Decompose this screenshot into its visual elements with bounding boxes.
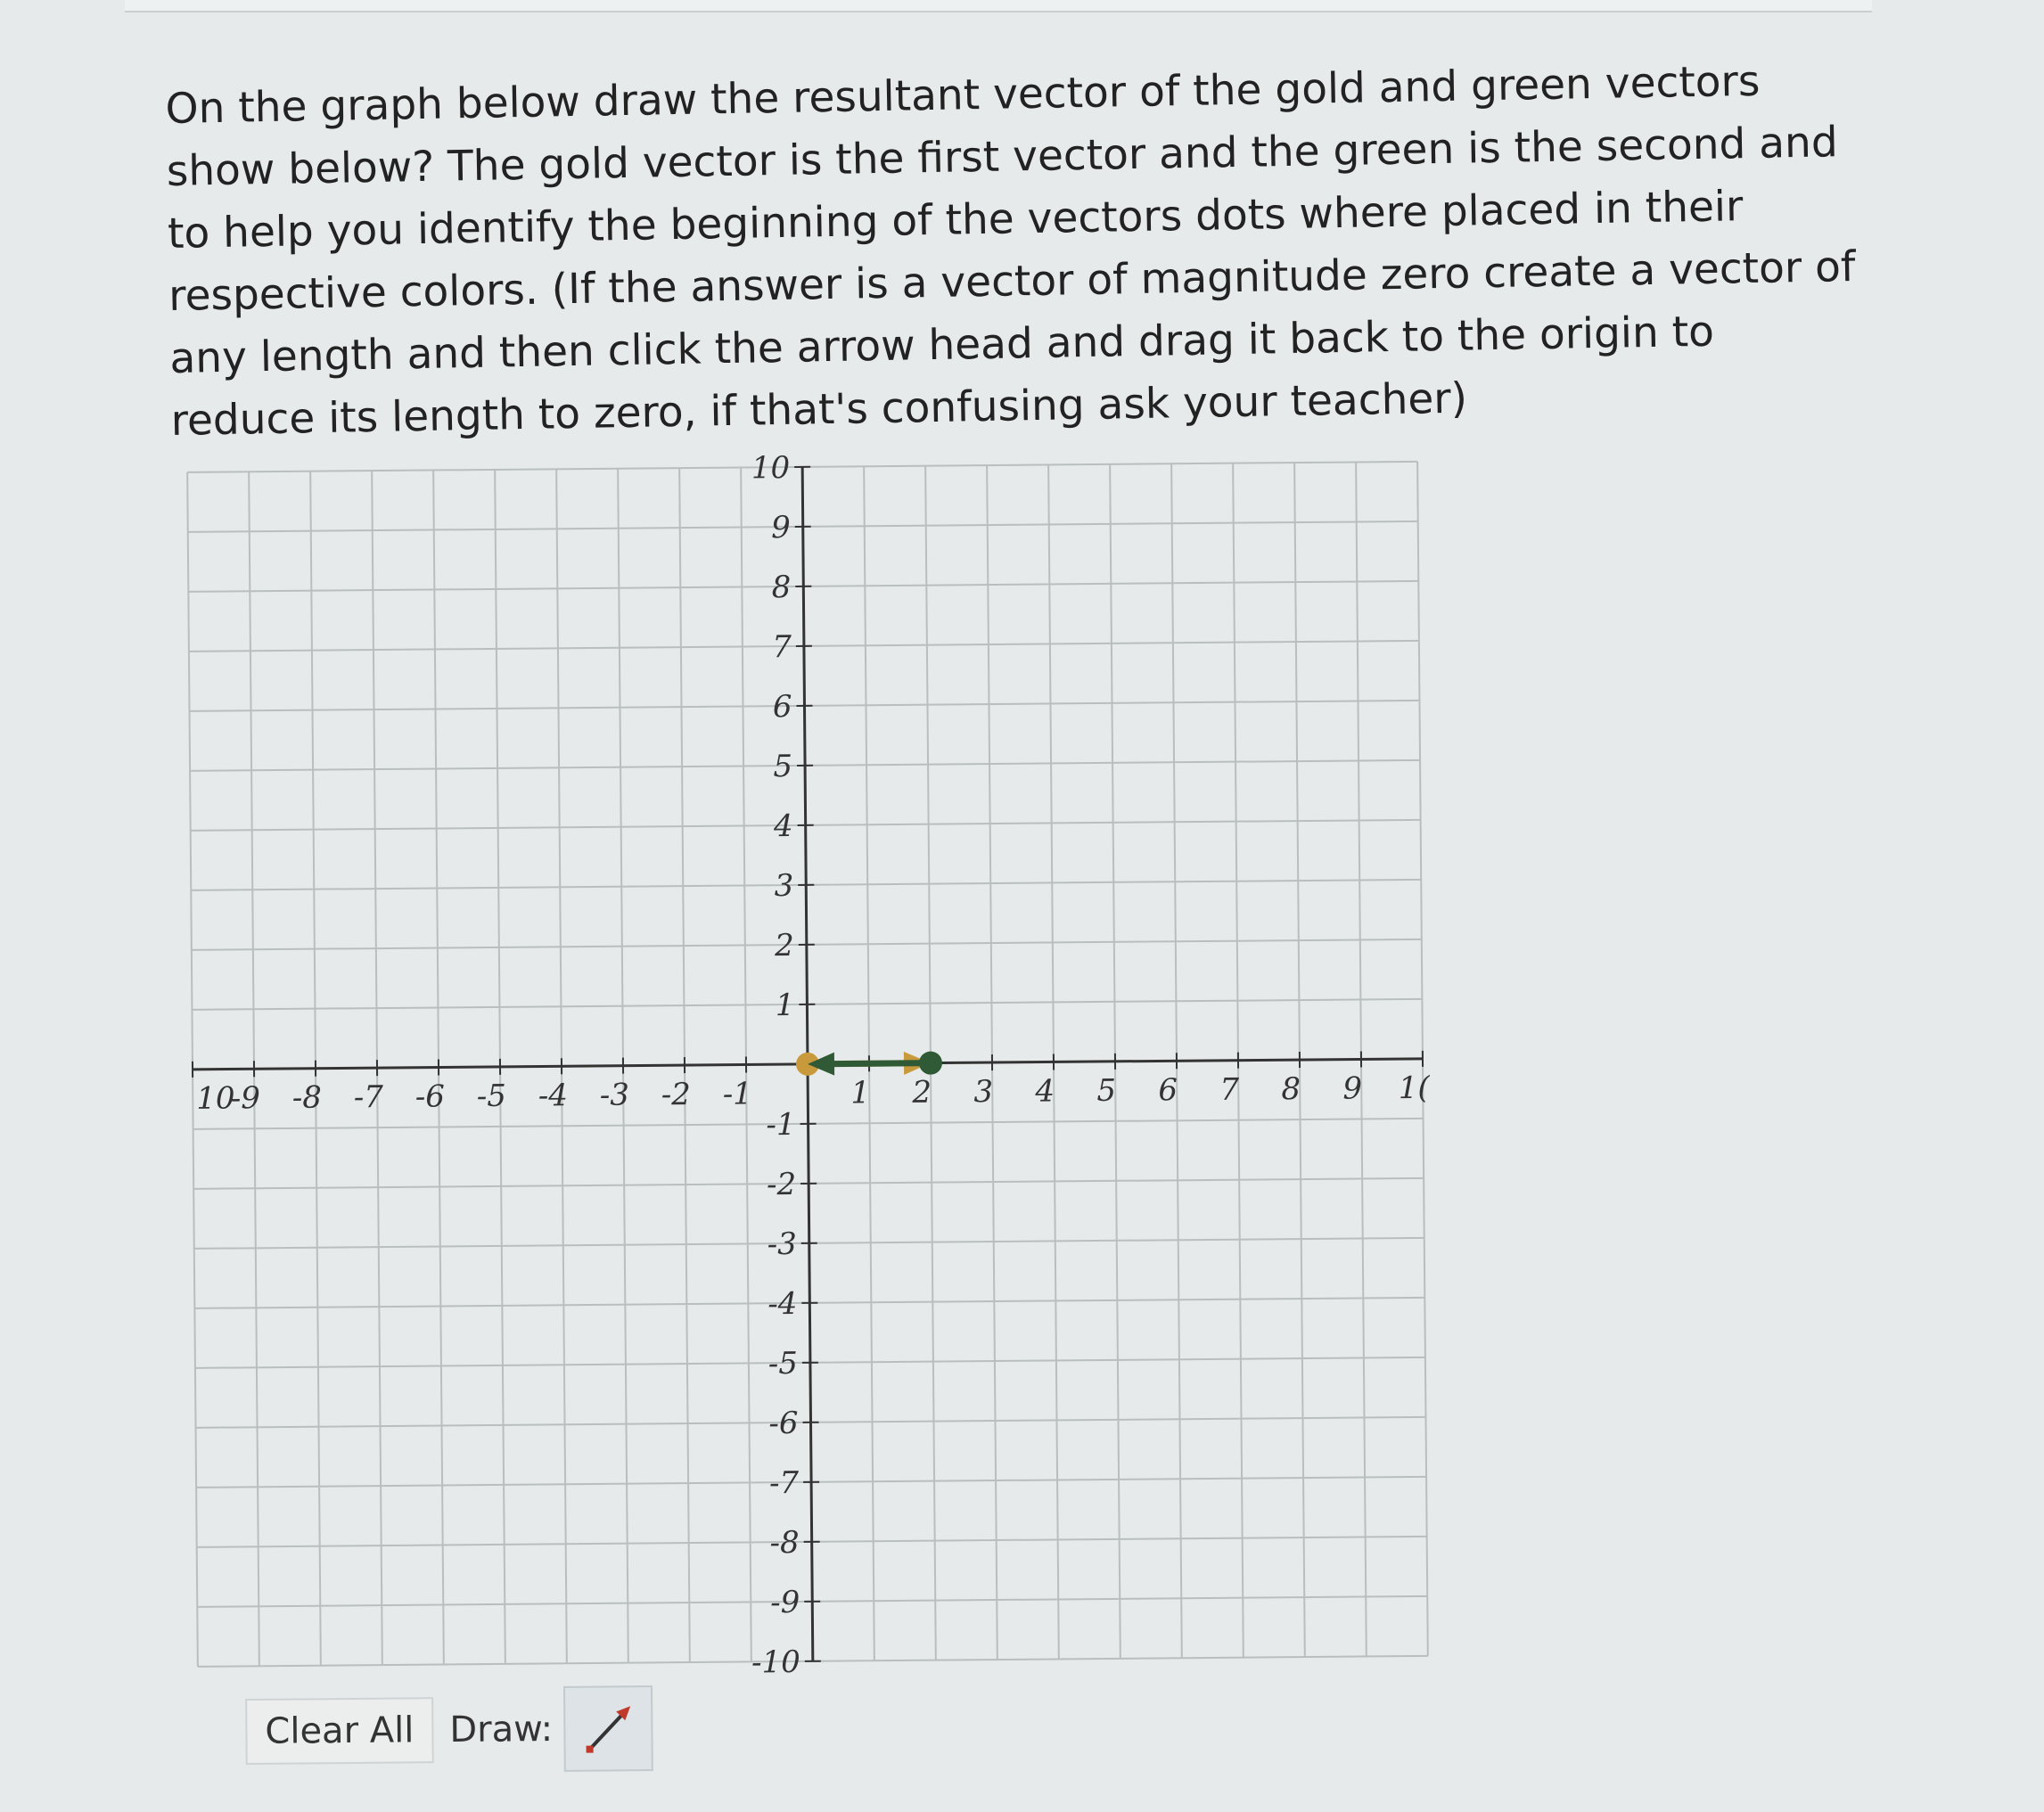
x-tick-label: -4 [538, 1078, 569, 1114]
x-tick-label: 6 [1158, 1072, 1178, 1109]
x-tick-label: -2 [661, 1077, 692, 1113]
y-tick-label: -5 [768, 1345, 799, 1382]
y-tick-label: 6 [772, 689, 792, 726]
x-tick-label: 4 [1035, 1073, 1055, 1110]
y-tick-label: -7 [768, 1464, 800, 1502]
x-tick-label: 1 [850, 1075, 871, 1111]
x-tick-label: 2 [912, 1074, 932, 1111]
x-tick-label: 5 [1096, 1072, 1117, 1110]
x-tick-label: 10 [196, 1080, 235, 1117]
x-tick-label: 7 [1219, 1071, 1240, 1108]
y-tick-label: -8 [769, 1524, 800, 1562]
x-tick-label: -9 [230, 1080, 261, 1117]
green-vector-start-dot[interactable] [919, 1052, 942, 1075]
y-tick-label: -9 [769, 1584, 800, 1621]
x-tick-labels [196, 1070, 1430, 1117]
graph[interactable] [178, 444, 1437, 1685]
vector-tool-button[interactable] [563, 1685, 653, 1772]
x-tick-label: -8 [291, 1079, 323, 1116]
y-tick-label: 1 [775, 987, 795, 1024]
y-tick-label: 4 [773, 808, 793, 845]
y-tick-label: 8 [771, 570, 792, 606]
x-tick-label: 1( [1398, 1070, 1430, 1107]
y-tick-label: 7 [772, 629, 792, 666]
draw-label: Draw: [449, 1708, 554, 1751]
y-tick-label: -3 [767, 1226, 797, 1263]
y-tick-label: 2 [775, 927, 795, 964]
clear-all-button[interactable]: Clear All [245, 1697, 434, 1765]
y-tick-label: 5 [773, 749, 793, 785]
y-tick-label: -10 [751, 1644, 801, 1681]
graph-controls [245, 1685, 653, 1775]
green-vector-line[interactable] [834, 1063, 931, 1064]
x-tick-label: -3 [599, 1077, 630, 1113]
y-tick-label: 10 [751, 450, 791, 487]
x-tick-label: -6 [415, 1078, 446, 1115]
y-tick-label: -1 [766, 1106, 796, 1144]
x-tick-label: 9 [1342, 1070, 1363, 1107]
x-tick-label: -5 [476, 1078, 507, 1115]
y-tick-label: -6 [768, 1405, 799, 1442]
y-tick-label: -4 [768, 1285, 798, 1323]
vector-arrow-icon [577, 1697, 640, 1760]
x-tick-label: -1 [722, 1076, 753, 1112]
x-tick-label: -7 [353, 1079, 384, 1116]
y-tick-label: 3 [774, 867, 794, 905]
x-tick-label: 8 [1281, 1071, 1301, 1108]
y-tick-label: 9 [770, 510, 791, 546]
y-tick-label: -2 [766, 1166, 797, 1203]
page-top-edge [125, 0, 1872, 12]
x-tick-label: 3 [973, 1074, 994, 1111]
question-text: On the graph below draw the resultant vector of the gold and green vectors show below? The gold vector is the first vector and the green is the second and to help you identify the beginning of the vectors dots where placed in their respective colors. (If the answer is a vector of magnitude zero create a vector of any length and then click the arrow head and drag it back to the origin to reduce its length to zero, if that's confusing ask your teacher) [165, 56, 1856, 446]
